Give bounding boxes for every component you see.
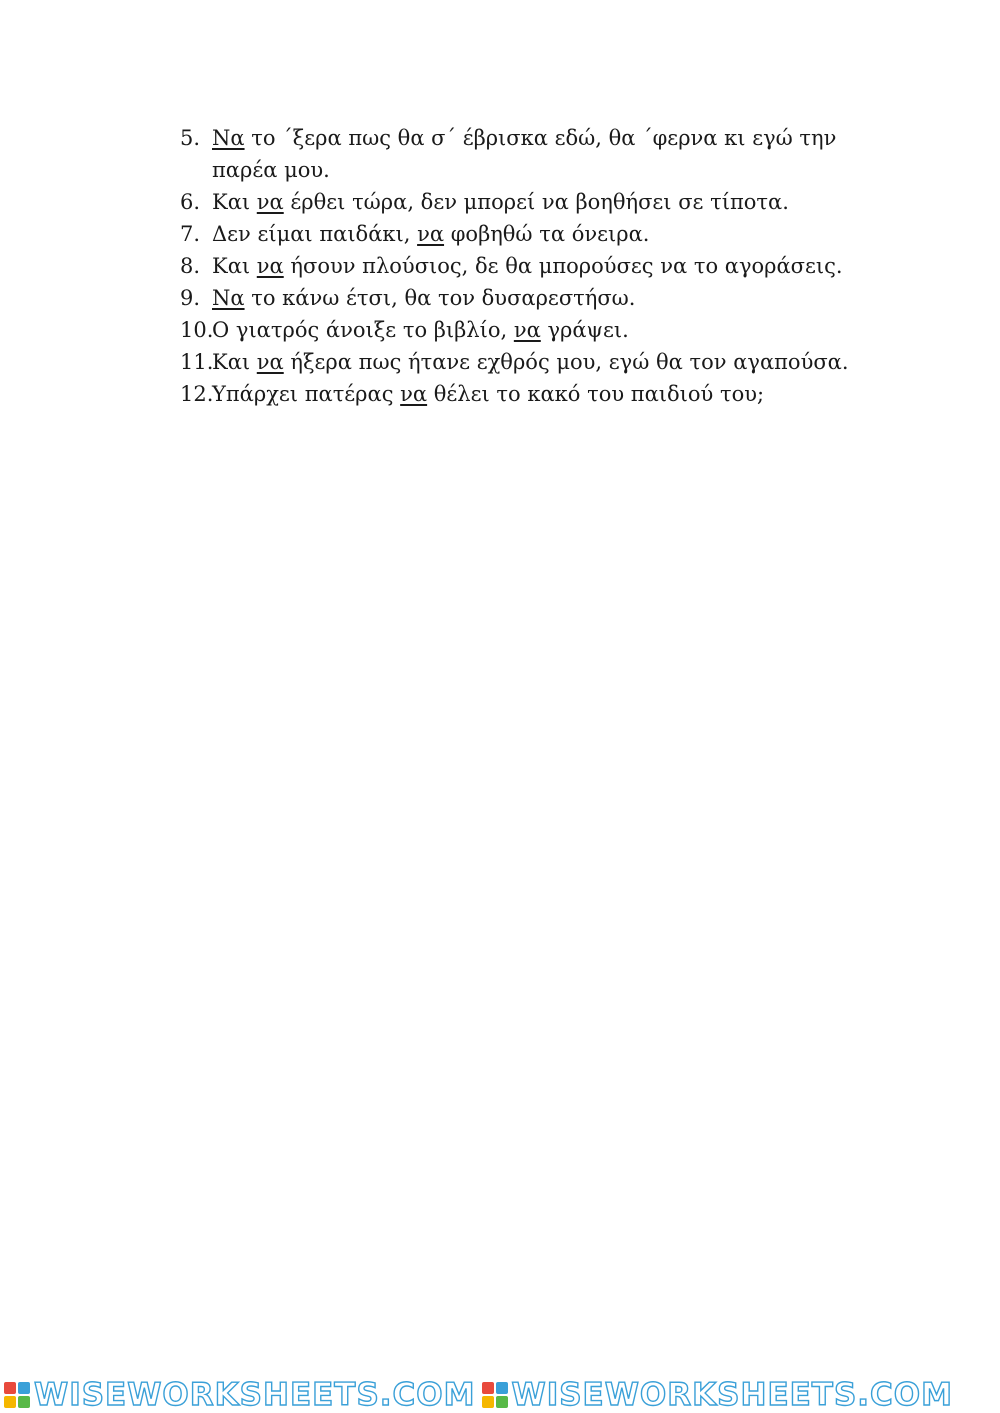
footer-watermark bbox=[4, 1378, 996, 1412]
brand-logo bbox=[482, 1378, 954, 1412]
item-sentence bbox=[212, 378, 860, 410]
item-number: 5. bbox=[180, 126, 201, 150]
exercise-item bbox=[180, 346, 860, 378]
sentence-fragment: γράψει. bbox=[540, 318, 629, 342]
underlined-word: να bbox=[417, 222, 445, 246]
underlined-word: να bbox=[513, 318, 541, 342]
item-number: 7. bbox=[180, 222, 201, 246]
item-number: 10. bbox=[180, 318, 214, 342]
underlined-word: να bbox=[256, 350, 284, 374]
item-number: 11. bbox=[180, 350, 214, 374]
sentence-fragment: Δεν είμαι παιδάκι, bbox=[212, 222, 418, 246]
item-sentence bbox=[212, 186, 860, 218]
sentence-fragment: Και bbox=[212, 350, 257, 374]
item-number: 6. bbox=[180, 190, 201, 214]
exercise-item bbox=[180, 282, 860, 314]
sentence-fragment: Ο γιατρός άνοιξε το βιβλίο, bbox=[212, 318, 514, 342]
logo-grid-icon bbox=[4, 1382, 30, 1408]
underlined-word: Να bbox=[212, 126, 245, 150]
exercise-item bbox=[180, 186, 860, 218]
underlined-word: να bbox=[256, 190, 284, 214]
brand-name: WISEWORKSHEETS.COM bbox=[511, 1377, 953, 1413]
logo-grid-icon bbox=[482, 1382, 508, 1408]
sentence-fragment: το κάνω έτσι, θα τον δυσαρεστήσω. bbox=[244, 286, 636, 310]
exercise-item bbox=[180, 250, 860, 282]
sentence-fragment: Και bbox=[212, 254, 257, 278]
exercise-item bbox=[180, 218, 860, 250]
item-sentence bbox=[212, 314, 860, 346]
item-number: 12. bbox=[180, 382, 214, 406]
exercise-item bbox=[180, 122, 860, 186]
underlined-word: Να bbox=[212, 286, 245, 310]
item-sentence bbox=[212, 282, 860, 314]
sentence-fragment: ήσουν πλούσιος, δε θα μπορούσες να το αγοράσεις. bbox=[283, 254, 843, 278]
underlined-word: να bbox=[256, 254, 284, 278]
item-sentence bbox=[212, 346, 860, 378]
sentence-fragment: Υπάρχει πατέρας bbox=[212, 382, 401, 406]
brand-logo bbox=[4, 1378, 476, 1412]
exercise-list bbox=[180, 122, 860, 410]
item-sentence bbox=[212, 218, 860, 250]
sentence-fragment: το ΄ξερα πως θα σ΄ έβρισκα εδώ, θα ΄φερνα κι εγώ την παρέα μου. bbox=[212, 126, 837, 182]
item-sentence bbox=[212, 122, 860, 186]
item-number: 8. bbox=[180, 254, 201, 278]
underlined-word: να bbox=[400, 382, 428, 406]
sentence-fragment: θέλει το κακό του παιδιού του; bbox=[427, 382, 765, 406]
sentence-fragment: Και bbox=[212, 190, 257, 214]
item-number: 9. bbox=[180, 286, 201, 310]
sentence-fragment: ήξερα πως ήτανε εχθρός μου, εγώ θα τον αγαπούσα. bbox=[283, 350, 849, 374]
item-sentence bbox=[212, 250, 860, 282]
exercise-item bbox=[180, 378, 860, 410]
brand-name: WISEWORKSHEETS.COM bbox=[34, 1377, 476, 1413]
sentence-fragment: φοβηθώ τα όνειρα. bbox=[444, 222, 650, 246]
exercise-item bbox=[180, 314, 860, 346]
sentence-fragment: έρθει τώρα, δεν μπορεί να βοηθήσει σε τίποτα. bbox=[283, 190, 789, 214]
